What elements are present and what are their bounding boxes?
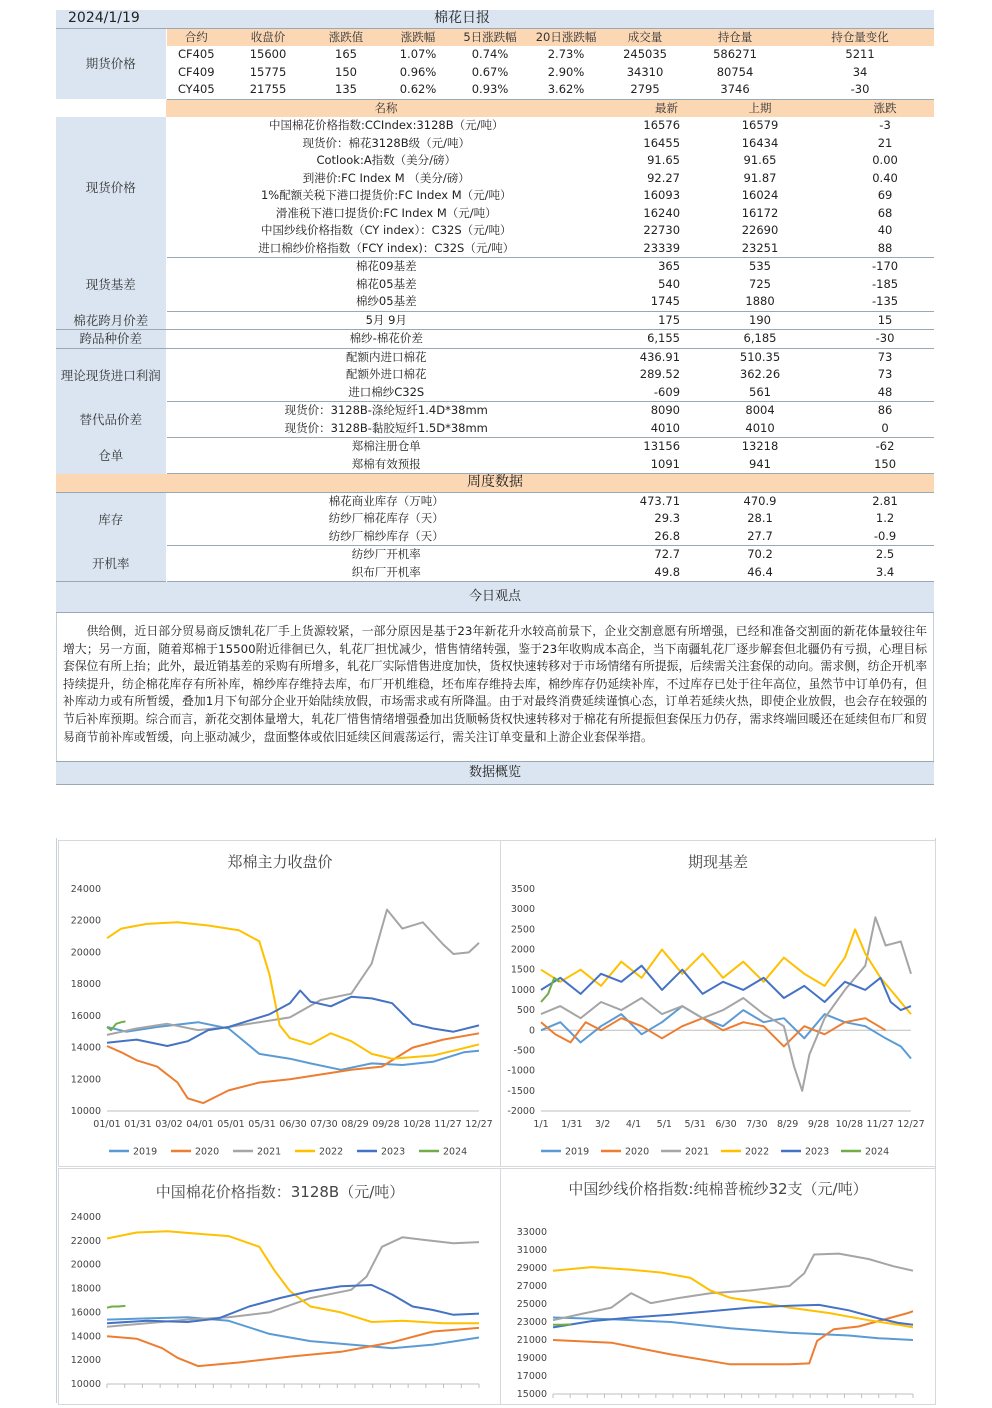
series-line-2021 — [541, 917, 911, 1091]
table-row — [56, 64, 934, 82]
item-name: Cotlook:A指数（美分/磅） — [166, 152, 606, 170]
y-tick-label: 21000 — [517, 1335, 547, 1346]
previous-value: 1880 — [684, 293, 836, 311]
table-row — [56, 152, 934, 170]
previous-value: 70.2 — [684, 546, 836, 564]
futures-cell: 34310 — [606, 64, 684, 82]
y-tick-label: -2000 — [507, 1106, 535, 1117]
section-label: 期货价格 — [56, 28, 166, 99]
item-name: 现货价：3128B-涤纶短纤1.4D*38mm — [166, 402, 606, 420]
item-name: 棉花09基差 — [166, 258, 606, 276]
section-label: 现货价格 — [56, 117, 166, 258]
x-tick-label: 5/31 — [684, 1119, 705, 1130]
column-header: 持仓量 — [684, 28, 786, 46]
previous-value: 941 — [684, 456, 836, 474]
item-name: 1%配额关税下港口提货价:FC Index M（元/吨） — [166, 187, 606, 205]
latest-value: 16093 — [606, 187, 684, 205]
previous-value: 13218 — [684, 438, 836, 456]
x-tick-label: 1/31 — [561, 1119, 582, 1130]
futures-cell: 150 — [310, 64, 382, 82]
table-row — [56, 222, 934, 240]
y-tick-label: 16000 — [71, 1307, 101, 1318]
item-name: 进口棉纱价格指数（FCY index)：C32S（元/吨） — [166, 240, 606, 258]
table-row — [56, 348, 934, 366]
futures-cell: 2.73% — [526, 46, 606, 64]
previous-value: 16024 — [684, 187, 836, 205]
item-name: 5月 9月 — [166, 311, 606, 330]
x-tick-label: 05/01 — [217, 1119, 244, 1130]
table-row — [56, 474, 934, 493]
section-label: 现货基差 — [56, 258, 166, 312]
section-label: 理论现货进口利润 — [56, 348, 166, 402]
futures-cell: 1.07% — [382, 46, 454, 64]
series-line-2024 — [541, 978, 559, 1002]
latest-value: 175 — [606, 311, 684, 330]
series-line-2019 — [553, 1318, 913, 1341]
table-row — [56, 384, 934, 402]
futures-cell: CF409 — [166, 64, 226, 82]
y-tick-label: 12000 — [71, 1355, 101, 1366]
latest-value: 91.65 — [606, 152, 684, 170]
latest-value: 23339 — [606, 240, 684, 258]
chart-zce-close — [59, 841, 501, 1166]
x-tick-label: 12/27 — [465, 1119, 492, 1130]
view-text: 供给侧，近日部分贸易商反馈轧花厂手上货源较紧，一部分原因是基于23年新花升水较高前景下，企业交割意愿有所增强，已经和准备交割面的新花体量较往年增大；另一方面，随着郑棉于15500附近徘徊已久，轧花厂担忧减少，惜售情绪转强，鉴于23年收购成本高企，当下南疆轧花厂逐步解套但北疆仍有亏损，心理目标套保位有所上抬；此外，最近销基差的采购有所增多，轧花厂实际惜售进度加快，货权快速转移对于市场情绪有所提振，后续需关注套保的动向。需求侧，纺企开机率持续提升，纺企棉花库存有所补库，棉纱库存维持去库，布厂开机维稳，坯布库存维持去库，棉纱库存仍延续补库，不过库存已处于往年高位，虽然节中订单仍有，但补库动力或有所暂缓，叠加1月下旬部分企业开始陆续放假，市场需求或有所降温。由于对最终消费延续谨慎心态，订单若延续火热，即使企业放假，也会存在较强的节后补库预期。综合而言，新花交割体量增大，轧花厂惜售情绪增强叠加出货顺畅货权快速转移对于棉花有所提振但套保压力仍存，需求终端回暖还在延续但布厂和贸易商节前补库或暂缓，向上驱动减少，盘面整体或依旧延续区间震荡运行，需关注订单变量和上游企业套保举措。 — [56, 613, 934, 761]
section-label: 开机率 — [56, 546, 166, 582]
x-tick-label: 1/1 — [533, 1119, 548, 1130]
table-row — [56, 240, 934, 258]
change-value: 73 — [836, 366, 934, 384]
x-tick-label: 01/01 — [93, 1119, 120, 1130]
change-value: 40 — [836, 222, 934, 240]
series-line-2024 — [107, 1306, 125, 1308]
y-tick-label: 20000 — [71, 947, 101, 958]
latest-value: 1745 — [606, 293, 684, 311]
table-row — [56, 170, 934, 188]
legend-label: 2024 — [443, 1147, 467, 1158]
futures-cell: 165 — [310, 46, 382, 64]
change-value: 73 — [836, 348, 934, 366]
series-line-2023 — [541, 966, 911, 1010]
futures-cell: 0.62% — [382, 81, 454, 99]
section-label: 棉花跨月价差 — [56, 311, 166, 330]
series-line-2021 — [107, 910, 479, 1035]
change-value: -185 — [836, 276, 934, 294]
column-header: 20日涨跌幅 — [526, 28, 606, 46]
change-value: 21 — [836, 135, 934, 153]
item-name: 滑准税下港口提货价:FC Index M（元/吨） — [166, 205, 606, 223]
item-name: 配额内进口棉花 — [166, 348, 606, 366]
x-tick-label: 7/30 — [746, 1119, 767, 1130]
table-row — [56, 564, 934, 582]
item-name: 棉纱-棉花价差 — [166, 330, 606, 349]
latest-value: 92.27 — [606, 170, 684, 188]
series-line-2023 — [107, 991, 479, 1047]
item-name: 纺纱厂开机率 — [166, 546, 606, 564]
futures-cell: 80754 — [684, 64, 786, 82]
report-date: 2024/1/19 — [56, 10, 226, 28]
item-name: 棉花05基差 — [166, 276, 606, 294]
series-line-2019 — [541, 1006, 911, 1058]
series-line-2022 — [107, 922, 479, 1058]
x-tick-label: 8/29 — [777, 1119, 798, 1130]
latest-value: 540 — [606, 276, 684, 294]
chart-panel-cy — [500, 1168, 936, 1405]
x-tick-label: 12/27 — [897, 1119, 924, 1130]
y-tick-label: 27000 — [517, 1281, 547, 1292]
latest-value: 16455 — [606, 135, 684, 153]
x-tick-label: 04/01 — [186, 1119, 213, 1130]
y-tick-label: 2000 — [511, 945, 535, 956]
charts-area — [56, 838, 936, 1403]
x-tick-label: 11/27 — [866, 1119, 893, 1130]
latest-value: 436.91 — [606, 348, 684, 366]
latest-value: 6,155 — [606, 330, 684, 349]
change-value: 0.00 — [836, 152, 934, 170]
chart-cy — [501, 1169, 935, 1404]
y-tick-label: 15000 — [517, 1389, 547, 1400]
cell — [56, 99, 166, 117]
series-line-2021 — [553, 1254, 913, 1321]
previous-value: 91.87 — [684, 170, 836, 188]
table-row — [56, 456, 934, 474]
futures-cell: 34 — [786, 64, 934, 82]
previous-value: 190 — [684, 311, 836, 330]
column-header: 收盘价 — [226, 28, 310, 46]
table-row — [56, 510, 934, 528]
table-row — [56, 582, 934, 613]
latest-value: 365 — [606, 258, 684, 276]
x-tick-label: 6/30 — [715, 1119, 736, 1130]
table-row — [56, 28, 934, 46]
futures-cell: 15775 — [226, 64, 310, 82]
y-tick-label: 10000 — [71, 1106, 101, 1117]
x-tick-label: 4/1 — [626, 1119, 641, 1130]
latest-value: 13156 — [606, 438, 684, 456]
y-tick-label: 14000 — [71, 1043, 101, 1054]
change-value: 1.2 — [836, 510, 934, 528]
change-value: 150 — [836, 456, 934, 474]
change-value: 3.4 — [836, 564, 934, 582]
y-tick-label: 3000 — [511, 904, 535, 915]
previous-value: 561 — [684, 384, 836, 402]
previous-value: 22690 — [684, 222, 836, 240]
table-row — [56, 492, 934, 510]
futures-cell: CY405 — [166, 81, 226, 99]
chart-title: 郑棉主力收盘价 — [59, 851, 501, 872]
futures-cell: 0.74% — [454, 46, 526, 64]
chart-panel-zce-close — [58, 840, 502, 1167]
chart-panel-basis — [500, 840, 936, 1167]
latest-value: 8090 — [606, 402, 684, 420]
y-tick-label: 14000 — [71, 1331, 101, 1342]
y-tick-label: 1500 — [511, 965, 535, 976]
chart-title: 中国纱线价格指数:纯棉普梳纱32支（元/吨） — [568, 1179, 868, 1200]
previous-value: 23251 — [684, 240, 836, 258]
table-row — [56, 402, 934, 420]
y-tick-label: 16000 — [71, 1011, 101, 1022]
latest-value: 49.8 — [606, 564, 684, 582]
chart-cci — [59, 1169, 501, 1404]
table-row — [56, 135, 934, 153]
item-name: 纺纱厂棉纱库存（天） — [166, 528, 606, 546]
futures-cell: 3.62% — [526, 81, 606, 99]
chart-panel-cci — [58, 1168, 502, 1405]
item-name: 配额外进口棉花 — [166, 366, 606, 384]
y-tick-label: 0 — [529, 1025, 535, 1036]
change-value: 2.5 — [836, 546, 934, 564]
change-value: 88 — [836, 240, 934, 258]
y-tick-label: 29000 — [517, 1263, 547, 1274]
item-name: 郑棉注册仓单 — [166, 438, 606, 456]
column-header: 合约 — [166, 28, 226, 46]
item-name: 棉花商业库存（万吨） — [166, 492, 606, 510]
chart-title: 期现基差 — [501, 851, 935, 872]
futures-cell: 2795 — [606, 81, 684, 99]
table-row — [56, 366, 934, 384]
charts-title: 数据概览 — [56, 761, 934, 785]
legend-label: 2023 — [381, 1147, 405, 1158]
previous-value: 28.1 — [684, 510, 836, 528]
table-row — [56, 546, 934, 564]
x-tick-label: 09/28 — [372, 1119, 399, 1130]
chart-title: 中国棉花价格指数：3128B（元/吨） — [59, 1181, 501, 1202]
change-value: 69 — [836, 187, 934, 205]
weekly-title: 周度数据 — [56, 474, 934, 493]
legend-label: 2022 — [745, 1147, 769, 1158]
x-tick-label: 05/31 — [248, 1119, 275, 1130]
change-value: 0 — [836, 420, 934, 438]
section-label: 仓单 — [56, 438, 166, 474]
table-row — [56, 81, 934, 99]
change-value: 2.81 — [836, 492, 934, 510]
x-tick-label: 10/28 — [403, 1119, 430, 1130]
latest-value: 289.52 — [606, 366, 684, 384]
legend-label: 2020 — [195, 1147, 219, 1158]
legend-label: 2023 — [805, 1147, 829, 1158]
futures-cell: 21755 — [226, 81, 310, 99]
table-row — [56, 99, 934, 117]
y-tick-label: 3500 — [511, 884, 535, 895]
futures-cell: 15600 — [226, 46, 310, 64]
y-tick-label: 12000 — [71, 1074, 101, 1085]
item-name: 进口棉纱C32S — [166, 384, 606, 402]
table-row — [56, 330, 934, 349]
futures-cell: 0.96% — [382, 64, 454, 82]
y-tick-label: -1000 — [507, 1066, 535, 1077]
previous-value: 16434 — [684, 135, 836, 153]
column-header: 涨跌值 — [310, 28, 382, 46]
column-header: 成交量 — [606, 28, 684, 46]
legend-label: 2021 — [685, 1147, 709, 1158]
previous-value: 470.9 — [684, 492, 836, 510]
previous-value: 16579 — [684, 117, 836, 135]
previous-value: 510.35 — [684, 348, 836, 366]
y-tick-label: 18000 — [71, 979, 101, 990]
x-tick-label: 3/2 — [595, 1119, 610, 1130]
x-tick-label: 5/1 — [657, 1119, 672, 1130]
item-name: 棉纱05基差 — [166, 293, 606, 311]
change-value: 48 — [836, 384, 934, 402]
y-tick-label: 24000 — [71, 1212, 101, 1223]
column-header: 上期 — [684, 99, 836, 117]
change-value: -30 — [836, 330, 934, 349]
legend-label: 2019 — [133, 1147, 157, 1158]
legend-label: 2021 — [257, 1147, 281, 1158]
y-tick-label: 25000 — [517, 1299, 547, 1310]
item-name: 纺纱厂棉花库存（天） — [166, 510, 606, 528]
x-tick-label: 07/30 — [310, 1119, 337, 1130]
y-tick-label: 500 — [517, 1005, 535, 1016]
y-tick-label: 2500 — [511, 924, 535, 935]
latest-value: 16240 — [606, 205, 684, 223]
y-tick-label: 17000 — [517, 1371, 547, 1382]
previous-value: 8004 — [684, 402, 836, 420]
y-tick-label: 20000 — [71, 1260, 101, 1271]
change-value: 15 — [836, 311, 934, 330]
item-name: 中国纱线价格指数（CY index）：C32S（元/吨） — [166, 222, 606, 240]
daily-report-sheet — [56, 10, 934, 785]
series-line-2020 — [107, 1328, 479, 1366]
change-value: -135 — [836, 293, 934, 311]
view-title: 今日观点 — [56, 582, 934, 613]
chart-basis — [501, 841, 935, 1166]
y-tick-label: 19000 — [517, 1353, 547, 1364]
previous-value: 6,185 — [684, 330, 836, 349]
table-row — [56, 420, 934, 438]
item-name: 到港价:FC Index M （美分/磅） — [166, 170, 606, 188]
column-header: 5日涨跌幅 — [454, 28, 526, 46]
column-header: 最新 — [606, 99, 684, 117]
table-row — [56, 46, 934, 64]
y-tick-label: -1500 — [507, 1086, 535, 1097]
table-row — [56, 293, 934, 311]
table-row — [56, 276, 934, 294]
x-tick-label: 10/28 — [836, 1119, 863, 1130]
change-value: 0.40 — [836, 170, 934, 188]
legend-label: 2019 — [565, 1147, 589, 1158]
table-row — [56, 187, 934, 205]
previous-value: 46.4 — [684, 564, 836, 582]
previous-value: 16172 — [684, 205, 836, 223]
x-tick-label: 01/31 — [124, 1119, 151, 1130]
latest-value: 22730 — [606, 222, 684, 240]
section-label: 库存 — [56, 492, 166, 546]
futures-cell: -30 — [786, 81, 934, 99]
report-title: 棉花日报 — [226, 10, 934, 28]
item-name: 现货价：3128B-黏胶短纤1.5D*38mm — [166, 420, 606, 438]
change-value: -3 — [836, 117, 934, 135]
table-row — [56, 528, 934, 546]
futures-cell: 586271 — [684, 46, 786, 64]
table-row — [56, 117, 934, 135]
y-tick-label: 31000 — [517, 1245, 547, 1256]
y-tick-label: 22000 — [71, 1236, 101, 1247]
x-tick-label: 11/27 — [434, 1119, 461, 1130]
legend-label: 2024 — [865, 1147, 889, 1158]
change-value: -62 — [836, 438, 934, 456]
x-tick-label: 9/28 — [808, 1119, 829, 1130]
x-tick-label: 08/29 — [341, 1119, 368, 1130]
futures-cell: 3746 — [684, 81, 786, 99]
y-tick-label: 10000 — [71, 1379, 101, 1390]
previous-value: 535 — [684, 258, 836, 276]
y-tick-label: 18000 — [71, 1284, 101, 1295]
series-line-2021 — [107, 1237, 479, 1326]
previous-value: 725 — [684, 276, 836, 294]
section-label: 跨品种价差 — [56, 330, 166, 349]
column-header: 涨跌 — [836, 99, 934, 117]
futures-cell: 245035 — [606, 46, 684, 64]
column-header: 持仓量变化 — [786, 28, 934, 46]
table-row — [56, 10, 934, 28]
legend-label: 2022 — [319, 1147, 343, 1158]
section-label: 替代品价差 — [56, 402, 166, 438]
item-name: 中国棉花价格指数:CCIndex:3128B（元/吨） — [166, 117, 606, 135]
change-value: -170 — [836, 258, 934, 276]
futures-cell: 135 — [310, 81, 382, 99]
y-tick-label: -500 — [513, 1045, 535, 1056]
previous-value: 362.26 — [684, 366, 836, 384]
x-tick-label: 03/02 — [155, 1119, 182, 1130]
futures-cell: 5211 — [786, 46, 934, 64]
previous-value: 27.7 — [684, 528, 836, 546]
series-line-2020 — [107, 1033, 479, 1103]
latest-value: 4010 — [606, 420, 684, 438]
table-row — [56, 258, 934, 276]
table-row — [56, 311, 934, 330]
column-header: 名称 — [166, 99, 606, 117]
series-line-2022 — [541, 929, 911, 1014]
latest-value: 29.3 — [606, 510, 684, 528]
item-name: 现货价：棉花3128B级（元/吨） — [166, 135, 606, 153]
y-tick-label: 22000 — [71, 916, 101, 927]
legend-label: 2020 — [625, 1147, 649, 1158]
latest-value: 26.8 — [606, 528, 684, 546]
item-name: 郑棉有效预报 — [166, 456, 606, 474]
change-value: 68 — [836, 205, 934, 223]
series-line-2022 — [107, 1231, 479, 1323]
latest-value: 16576 — [606, 117, 684, 135]
y-tick-label: 1000 — [511, 985, 535, 996]
latest-value: -609 — [606, 384, 684, 402]
column-header: 涨跌幅 — [382, 28, 454, 46]
x-tick-label: 06/30 — [279, 1119, 306, 1130]
futures-cell: CF405 — [166, 46, 226, 64]
change-value: 86 — [836, 402, 934, 420]
futures-cell: 0.93% — [454, 81, 526, 99]
futures-cell: 2.90% — [526, 64, 606, 82]
table-row — [56, 205, 934, 223]
table-row — [56, 438, 934, 456]
previous-value: 91.65 — [684, 152, 836, 170]
previous-value: 4010 — [684, 420, 836, 438]
y-tick-label: 33000 — [517, 1227, 547, 1238]
futures-cell: 0.67% — [454, 64, 526, 82]
y-tick-label: 23000 — [517, 1317, 547, 1328]
y-tick-label: 24000 — [71, 884, 101, 895]
latest-value: 473.71 — [606, 492, 684, 510]
latest-value: 72.7 — [606, 546, 684, 564]
latest-value: 1091 — [606, 456, 684, 474]
data-table — [56, 10, 934, 613]
change-value: -0.9 — [836, 528, 934, 546]
item-name: 织布厂开机率 — [166, 564, 606, 582]
